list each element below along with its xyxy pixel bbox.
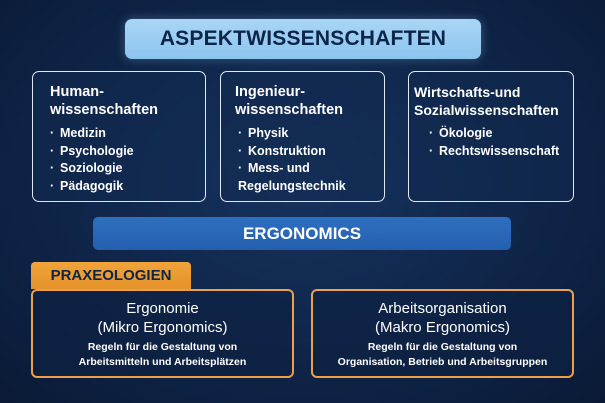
card-ergonomie xyxy=(31,289,294,378)
card-title-line1: Arbeitsorganisation xyxy=(378,300,507,317)
list-item-continuation: Regelungstechnik xyxy=(238,178,346,193)
card-description xyxy=(313,340,572,370)
card-items xyxy=(429,125,559,160)
card-items xyxy=(50,125,134,195)
card-desc-line2: Organisation, Betrieb und Arbeitsgruppen xyxy=(337,356,548,368)
card-title-line2: Sozialwissenschaften xyxy=(414,102,559,118)
praxeologien-text: PRAXEOLOGIEN xyxy=(50,267,172,284)
card-title-line2: (Makro Ergonomics) xyxy=(374,319,511,336)
praxeologien-tag xyxy=(31,262,191,289)
card-items xyxy=(238,125,346,195)
list-item: · Pädagogik xyxy=(50,178,124,193)
list-item: · Ökologie xyxy=(429,126,493,140)
list-item: · Konstruktion xyxy=(238,143,326,158)
list-item: · Medizin xyxy=(50,126,106,140)
card-title-line2: (Mikro Ergonomics) xyxy=(97,319,228,336)
list-item: · Psychologie xyxy=(50,143,134,158)
title-banner xyxy=(125,19,481,59)
card-arbeitsorganisation xyxy=(311,289,574,378)
card-title-line1: Wirtschafts-und xyxy=(414,84,521,100)
card-description xyxy=(33,340,292,370)
card-humanwissenschaften xyxy=(32,71,206,202)
card-wirtschafts-sozialwissenschaften xyxy=(408,71,574,202)
card-ingenieurwissenschaften xyxy=(220,71,385,202)
card-desc-line1: Regeln für die Gestaltung von xyxy=(87,341,238,353)
card-title xyxy=(50,83,158,119)
card-title-line2: wissenschaften xyxy=(50,102,158,118)
card-title-line1: Ergonomie xyxy=(126,300,199,317)
card-title-line1: Ingenieur- xyxy=(235,84,306,100)
list-item: · Mess- und xyxy=(238,161,310,175)
ergonomics-banner xyxy=(93,217,511,250)
card-title-line1: Human- xyxy=(50,84,104,100)
ergonomics-text: ERGONOMICS xyxy=(242,223,362,243)
card-title xyxy=(33,299,292,337)
card-title xyxy=(235,83,343,119)
card-title xyxy=(414,83,559,119)
list-item: · Soziologie xyxy=(50,161,123,175)
list-item: · Rechtswissenschaft xyxy=(429,143,560,158)
card-desc-line2: Arbeitsmitteln und Arbeitsplätzen xyxy=(78,356,247,368)
card-title-line2: wissenschaften xyxy=(235,102,343,118)
title-text: ASPEKTWISSENSCHAFTEN xyxy=(159,27,447,50)
list-item: · Physik xyxy=(238,126,289,140)
card-title xyxy=(313,299,572,337)
card-desc-line1: Regeln für die Gestaltung von xyxy=(367,341,518,353)
